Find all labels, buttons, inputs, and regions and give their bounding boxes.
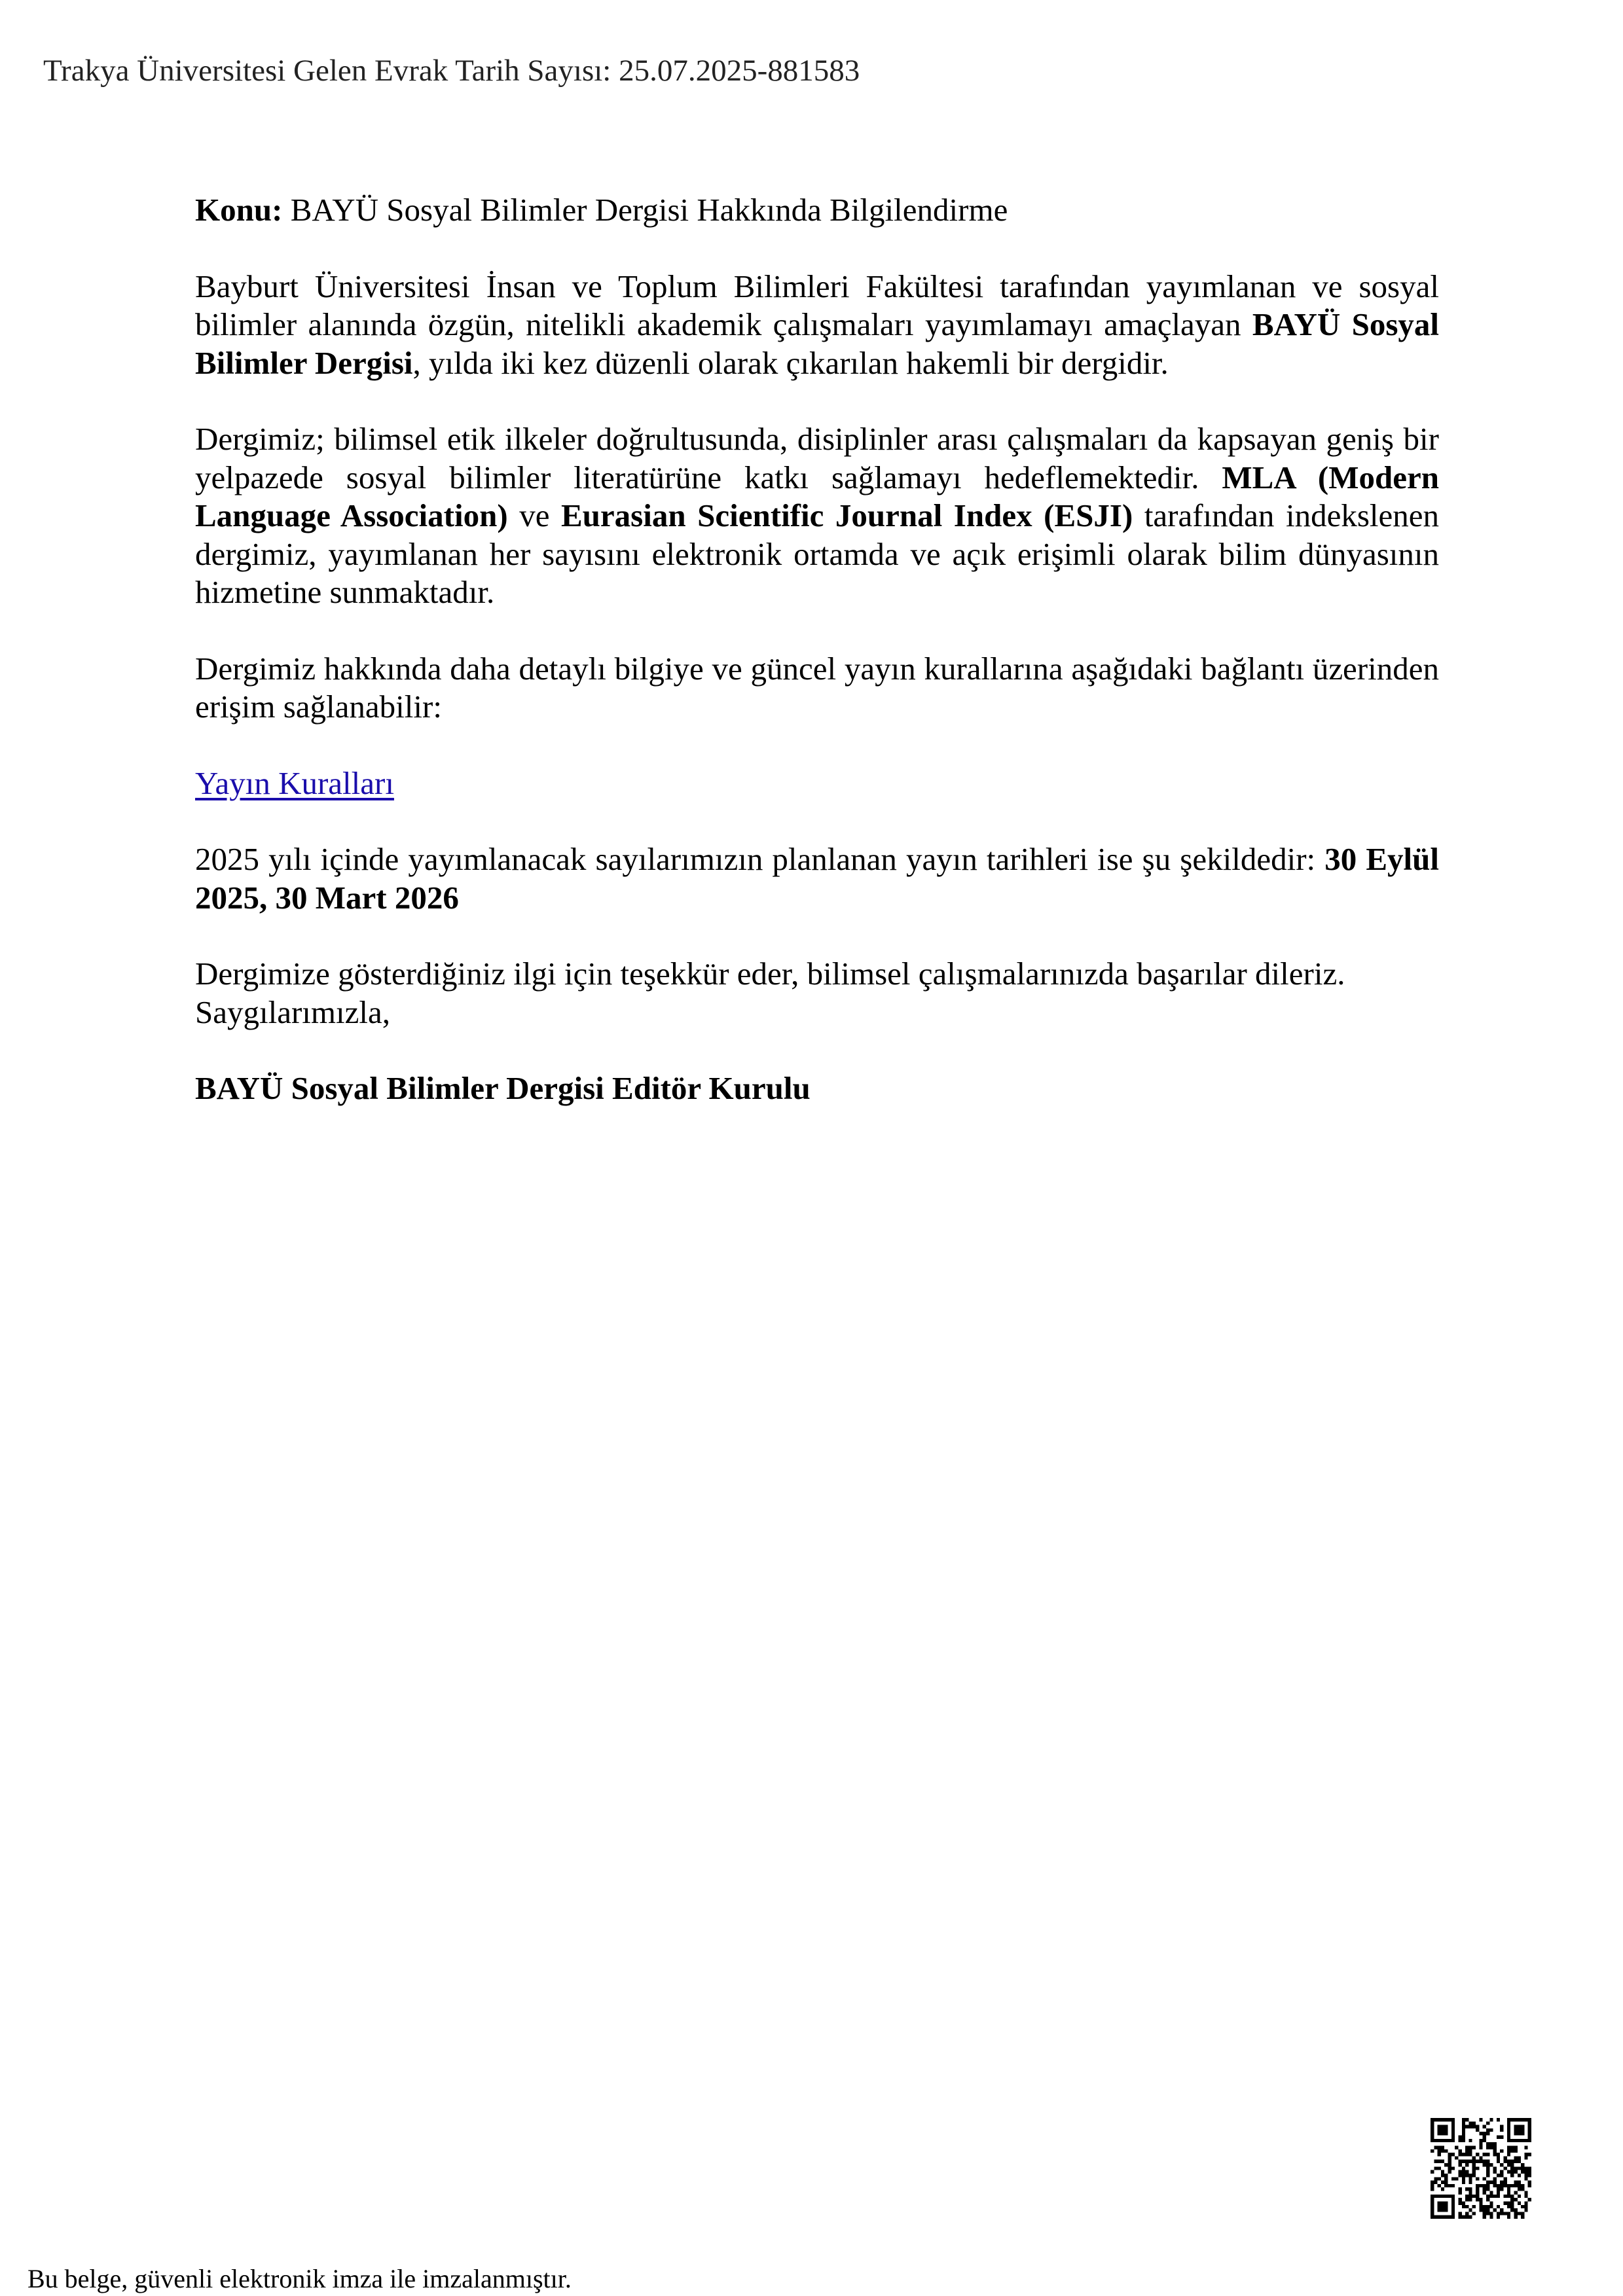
document-registry-stamp: Trakya Üniversitesi Gelen Evrak Tarih Sayısı: 25.07.2025-881583 bbox=[43, 54, 860, 88]
e-signature-notice: Bu belge, güvenli elektronik imza ile imzalanmıştır. bbox=[27, 2264, 572, 2293]
index-esji: Eurasian Scientific Journal Index (ESJI) bbox=[560, 497, 1133, 533]
paragraph-intro-end: , yılda iki kez düzenli olarak çıkarılan hakemli bir dergidir. bbox=[412, 344, 1169, 381]
paragraph-intro-start: Bayburt Üniversitesi İnsan ve Toplum Bilimleri Fakültesi tarafından yayımlanan ve sosyal bilimler alanında özgün, nitelikli akademik çalışmaları yayımlamayı amaçlayan bbox=[195, 268, 1439, 342]
qr-code-image bbox=[1431, 2118, 1531, 2219]
subject-text: BAYÜ Sosyal Bilimler Dergisi Hakkında Bilgilendirme bbox=[282, 192, 1008, 228]
index-mla: MLA (Modern Language Association) bbox=[195, 459, 1439, 533]
subject-label: Konu: bbox=[195, 192, 283, 228]
closing-thanks: Dergimize gösterdiğiniz ilgi için teşekkür eder, bilimsel çalışmalarınızda başarılar dileriz. bbox=[195, 956, 1345, 992]
journal-name: BAYÜ Sosyal Bilimler Dergisi bbox=[195, 306, 1439, 381]
closing-regards: Saygılarımızla, bbox=[195, 994, 390, 1030]
publication-rules-link[interactable]: Yayın Kuralları bbox=[195, 764, 394, 801]
paragraph-indexing-end: tarafından indekslenen dergimiz, yayımlanan her sayısını elektronik ortamda ve açık erişimli olarak bilim dünyasının hizmetine sunmaktadır. bbox=[195, 497, 1439, 610]
subject-line bbox=[195, 191, 1439, 230]
link-paragraph bbox=[195, 764, 1439, 803]
signature: BAYÜ Sosyal Bilimler Dergisi Editör Kurulu bbox=[195, 1070, 811, 1106]
paragraph-dates-text: 2025 yılı içinde yayımlanacak sayılarımızın planlanan yayın tarihleri ise şu şekildedir: bbox=[195, 841, 1325, 877]
paragraph-closing bbox=[195, 955, 1439, 1031]
paragraph-info: Dergimiz hakkında daha detaylı bilgiye ve güncel yayın kurallarına aşağıdaki bağlantı üzerinden erişim sağlanabilir: bbox=[195, 650, 1439, 725]
publication-dates: 30 Eylül 2025, 30 Mart 2026 bbox=[195, 841, 1439, 916]
paragraph-indexing-start: Dergimiz; bilimsel etik ilkeler doğrultusunda, disiplinler arası çalışmaları da kapsayan geniş bir yelpazede sosyal bilimler literatürüne katkı sağlamayı hedeflemektedir. bbox=[195, 421, 1439, 495]
paragraph-indexing bbox=[195, 420, 1439, 612]
signature-paragraph bbox=[195, 1069, 1439, 1108]
letter-body bbox=[195, 191, 1439, 1146]
index-connector: ve bbox=[507, 497, 561, 533]
paragraph-intro bbox=[195, 268, 1439, 383]
paragraph-dates bbox=[195, 840, 1439, 917]
